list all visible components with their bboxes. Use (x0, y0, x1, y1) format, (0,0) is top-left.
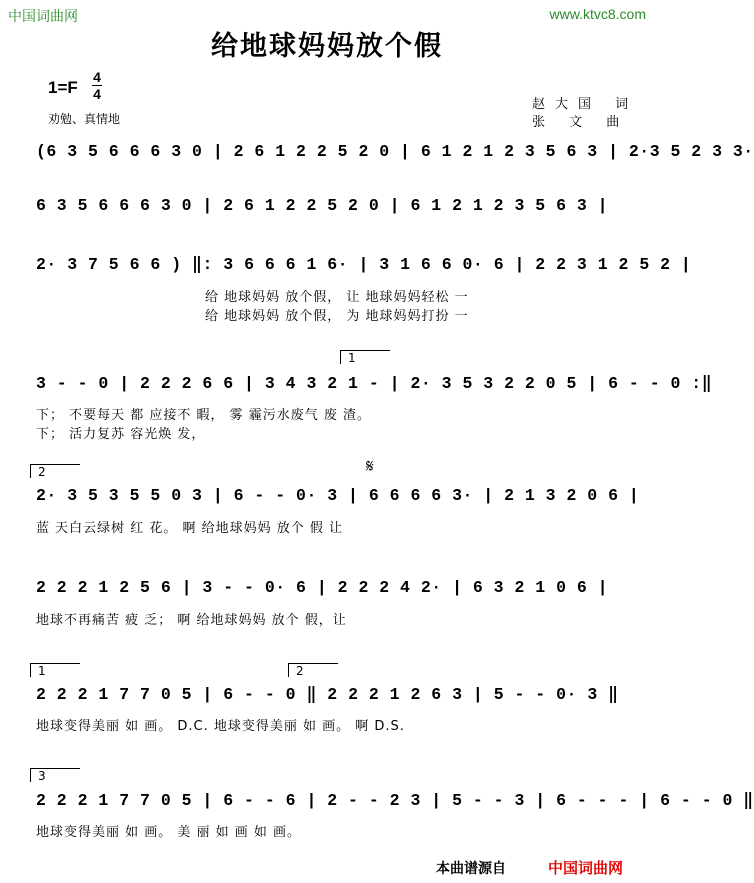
system-8-lyrics-1: 地球变得美丽 如 画。 美 丽 如 画 如 画。 (36, 825, 302, 840)
system-3-lyrics-1: 给 地球妈妈 放个假， 让 地球妈妈轻松 一 (205, 290, 469, 305)
system-1-notes: (6 3 5 6 6 6 3 0 | 2 6 1 2 2 5 2 0 | 6 1 2 1 2 3 5 6 3 | 2·3 5 2 3 3· (36, 142, 754, 161)
segno-sign: 𝄋 (366, 456, 374, 477)
volta-1-number: 1 (348, 351, 356, 365)
system-2-notes: 6 3 5 6 6 6 3 0 | 2 6 1 2 2 5 2 0 | 6 1 2 1 2 3 5 6 3 | (36, 196, 609, 215)
system-6-lyrics-1: 地球不再痛苦 疲 乏； 啊 给地球妈妈 放个 假，让 (36, 613, 347, 628)
time-signature-bottom: 4 (93, 86, 101, 102)
volta-2-number: 2 (38, 465, 46, 479)
watermark-right[interactable]: www.ktvc8.com (549, 6, 646, 22)
system-5-notes: 2· 3 5 3 5 5 0 3 | 6 - - 0· 3 | 6 6 6 6 3· | 2 1 3 2 0 6 | (36, 486, 640, 505)
system-3-lyrics-2: 给 地球妈妈 放个假， 为 地球妈妈打扮 一 (205, 309, 469, 324)
volta-1b-number: 1 (38, 664, 46, 678)
volta-1-hook (340, 350, 341, 364)
time-signature-top: 4 (93, 69, 101, 85)
system-7-notes: 2 2 2 1 7 7 0 5 | 6 - - 0 ‖ 2 2 2 1 2 6 3 | 5 - - 0· 3 ‖ (36, 685, 619, 704)
volta-2-hook (30, 464, 31, 478)
system-6-notes: 2 2 2 1 2 5 6 | 3 - - 0· 6 | 2 2 2 4 2· | 6 3 2 1 0 6 | (36, 578, 609, 597)
footer-source-label: 本曲谱源自 (436, 861, 506, 877)
watermark-left[interactable]: 中国词曲网 (8, 8, 78, 24)
volta-1b-hook (30, 663, 31, 677)
volta-2b-number: 2 (296, 664, 304, 678)
song-title: 给地球妈妈放个假 (211, 31, 443, 62)
volta-2b-hook (288, 663, 289, 677)
system-4-notes: 3 - - 0 | 2 2 2 6 6 | 3 4 3 2 1 - | 2· 3 5 3 2 2 0 5 | 6 - - 0 :‖ (36, 374, 713, 393)
system-8-notes: 2 2 2 1 7 7 0 5 | 6 - - 6 | 2 - - 2 3 | 5 - - 3 | 6 - - - | 6 - - 0 ‖ (36, 791, 754, 810)
key-signature: 1=F (48, 78, 78, 97)
system-4-lyrics-2: 下； 活力复苏 容光焕 发， (36, 427, 206, 442)
time-signature (90, 70, 104, 101)
volta-3-hook (30, 768, 31, 782)
lyricist-credit: 赵大国 词 (532, 97, 639, 112)
composer-credit: 张 文 曲 (532, 115, 630, 130)
system-5-lyrics-1: 蓝 天白云绿树 红 花。 啊 给地球妈妈 放个 假 让 (36, 521, 344, 536)
system-3-notes: 2· 3 7 5 6 6 ) ‖: 3 6 6 6 1 6· | 3 1 6 6 0· 6 | 2 2 3 1 2 5 2 | (36, 255, 692, 274)
system-4-lyrics-1: 下； 不要每天 都 应接不 暇， 雾 霾污水废气 废 渣。 (36, 408, 372, 423)
footer-site-link[interactable]: 中国词曲网 (548, 859, 624, 877)
volta-3-number: 3 (38, 769, 46, 783)
tempo-marking: 劝勉、真情地 (48, 112, 121, 126)
system-7-lyrics-1: 地球变得美丽 如 画。 D.C. 地球变得美丽 如 画。 啊 D.S. (36, 719, 405, 734)
